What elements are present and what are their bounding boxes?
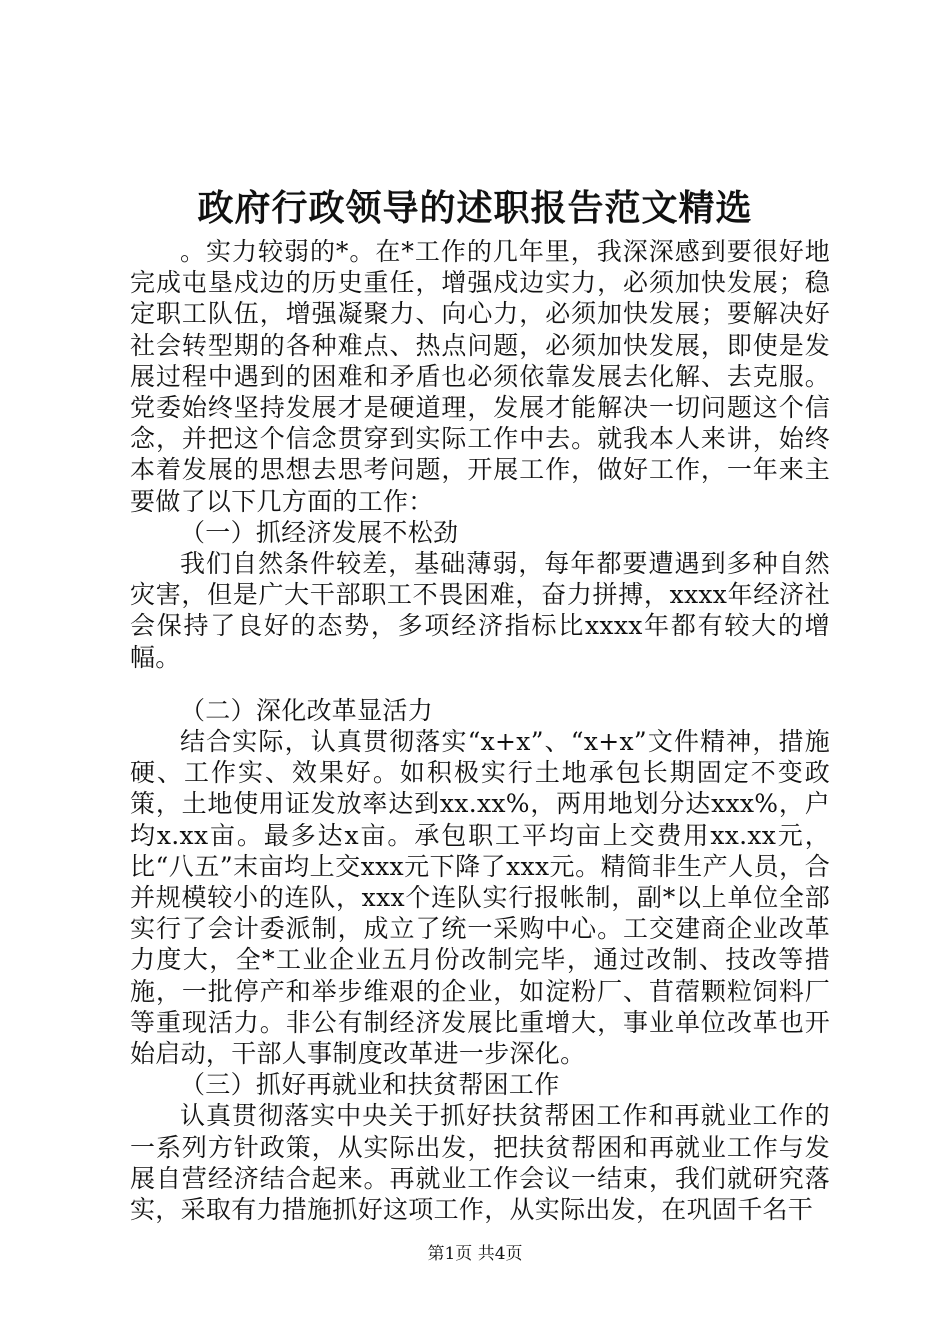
- document-title: 政府行政领导的述职报告范文精选: [197, 187, 753, 229]
- paragraph-reemployment: 认真贯彻落实中央关于抓好扶贫帮困工作和再就业工作的一系列方针政策，从实际出发，把扶贫帮困和再就业工作与发展自营经济结合起来。再就业工作会议一结束，我们就研究落实，采取有力措施抓好这项工作，从实际出发，在巩固千名干: [130, 1101, 830, 1225]
- paragraph-intro: 。实力较弱的*。在*工作的几年里，我深深感到要很好地完成屯垦戍边的历史重任，增强戍边实力，必须加快发展；稳定职工队伍，增强凝聚力、向心力，必须加快发展；要解决好社会转型期的各种难点、热点问题，必须加快发展，即使是发展过程中遇到的困难和矛盾也必须依靠发展去化解、去克服。党委始终坚持发展才是硬道理，发展才能解决一切问题这个信念，并把这个信念贯穿到实际工作中去。就我本人来讲，始终本着发展的思想去思考问题，开展工作，做好工作，一年来主要做了以下几方面的工作：: [130, 237, 830, 516]
- document-body: [130, 236, 830, 1225]
- section-heading-1: （一）抓经济发展不松劲: [180, 517, 459, 547]
- paragraph-reform: 结合实际，认真贯彻落实“x+x”、“x+x”文件精神，措施硬、工作实、效果好。如积极实行土地承包长期固定不变政策，土地使用证发放率达到xx.xx%，两用地划分达xxx%，户均x.xx亩。最多达x亩。承包职工平均亩上交费用xx.xx元，比“八五”末亩均上交xxx元下降了xxx元。精简非生产人员，合并规模较小的连队，xxx个连队实行报帐制，副*以上单位全部实行了会计委派制，成立了统一采购中心。工交建商企业改革力度大，全*工业企业五月份改制完毕，通过改制、技改等措施，一批停产和举步维艰的企业，如淀粉厂、苜蓿颗粒饲料厂等重现活力。非公有制经济发展比重增大，事业单位改革也开始启动，干部人事制度改革进一步深化。: [130, 727, 830, 1069]
- section-heading-2: （二）深化改革显活力: [180, 695, 434, 725]
- page-footer: 第1页 共4页: [427, 1244, 523, 1264]
- section-heading-3: （三）抓好再就业和扶贫帮困工作: [180, 1070, 560, 1100]
- paragraph-economy: 我们自然条件较差，基础薄弱，每年都要遭遇到多种自然灾害，但是广大干部职工不畏困难，奋力拼搏，xxxx年经济社会保持了良好的态势，多项经济指标比xxxx年都有较大的增幅。: [130, 549, 830, 672]
